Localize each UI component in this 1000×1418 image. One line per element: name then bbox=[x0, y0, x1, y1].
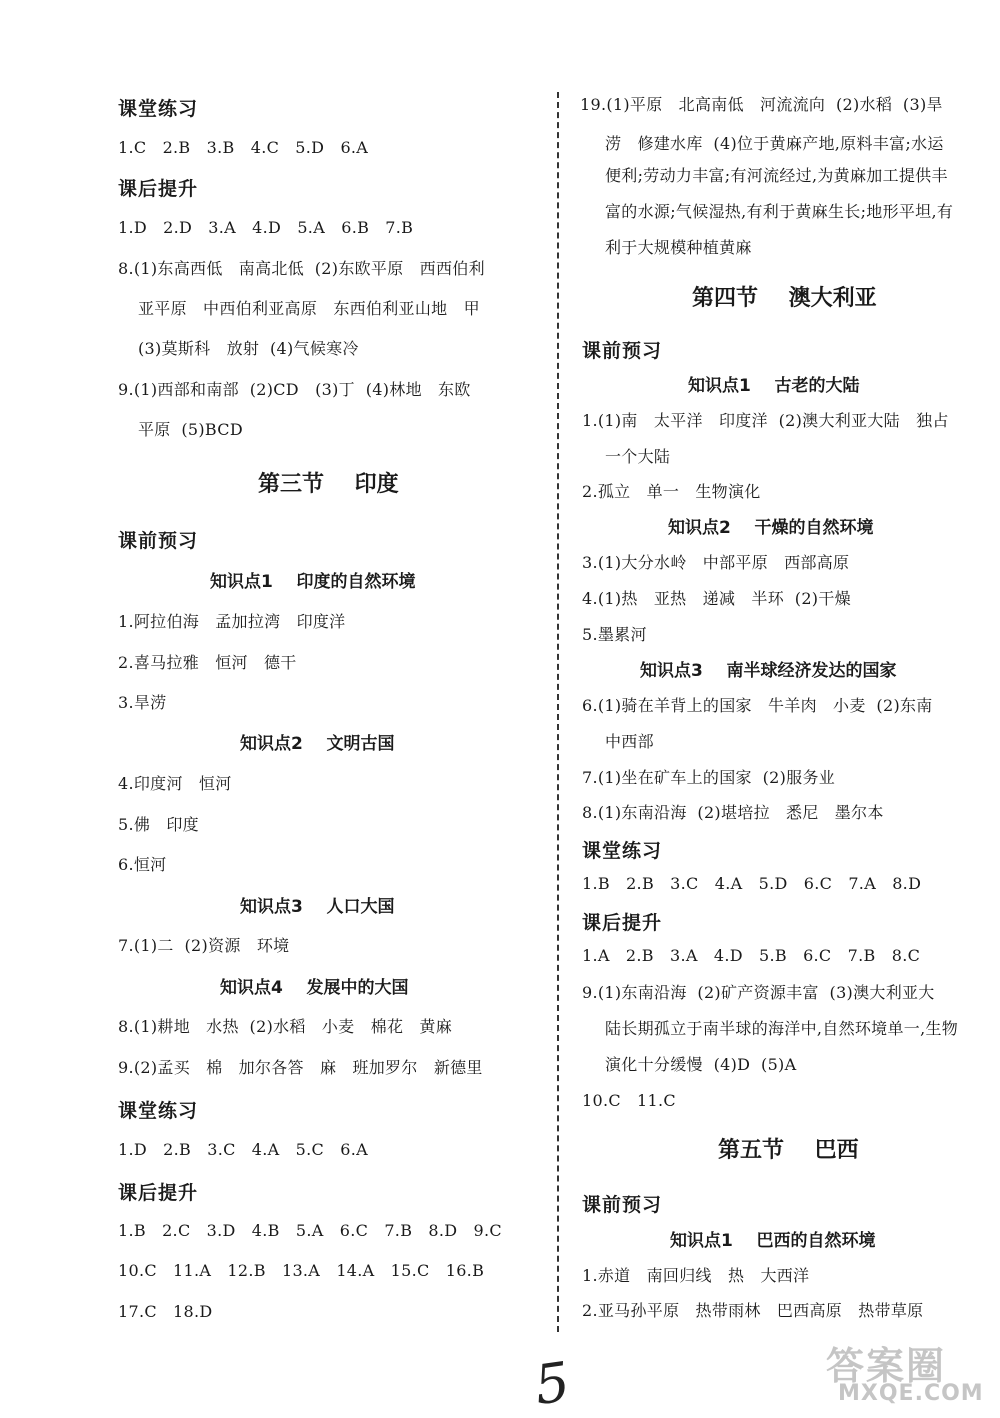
answer-line: 1.(1)南 太平洋 印度洋 (2)澳大利亚大陆 独占 bbox=[582, 411, 949, 430]
answer-line: 3.(1)大分水岭 中部平原 西部高原 bbox=[582, 553, 850, 572]
section-title: 第五节 巴西 bbox=[718, 1138, 859, 1163]
answer-line: 2.亚马孙平原 热带雨林 巴西高原 热带草原 bbox=[582, 1301, 924, 1320]
answer-line: 1.C 2.B 3.B 4.C 5.D 6.A bbox=[118, 138, 369, 157]
section-title: 第四节 澳大利亚 bbox=[692, 286, 877, 311]
section-heading: 课前预习 bbox=[118, 530, 199, 552]
section-heading: 课后提升 bbox=[582, 912, 663, 934]
answer-line: 亚平原 中西伯利亚高原 东西伯利亚山地 甲 bbox=[138, 299, 480, 318]
answer-line: (3)莫斯科 放射 (4)气候寒冷 bbox=[138, 339, 359, 358]
column-divider bbox=[557, 92, 559, 1332]
knowledge-point-title: 知识点1 古老的大陆 bbox=[688, 376, 860, 396]
answer-line: 富的水源;气候湿热,有利于黄麻生长;地形平坦,有 bbox=[605, 202, 954, 221]
answer-line: 19.(1)平原 北高南低 河流流向 (2)水稻 (3)旱 bbox=[580, 95, 943, 114]
knowledge-point-title: 知识点3 人口大国 bbox=[240, 897, 395, 917]
watermark-text: 答案圈 bbox=[826, 1344, 947, 1388]
knowledge-point-title: 知识点2 文明古国 bbox=[240, 734, 395, 754]
answer-line: 7.(1)坐在矿车上的国家 (2)服务业 bbox=[582, 768, 836, 787]
answer-line: 6.恒河 bbox=[118, 855, 167, 874]
answer-line: 平原 (5)BCD bbox=[138, 420, 243, 439]
answer-line: 1.B 2.C 3.D 4.B 5.A 6.C 7.B 8.D 9.C bbox=[118, 1221, 502, 1240]
answer-line: 7.(1)二 (2)资源 环境 bbox=[118, 936, 290, 955]
answer-line: 1.D 2.B 3.C 4.A 5.C 6.A bbox=[118, 1140, 368, 1159]
answer-line: 5.墨累河 bbox=[582, 625, 647, 644]
answer-line: 涝 修建水库 (4)位于黄麻产地,原料丰富;水运 bbox=[605, 134, 944, 153]
answer-line: 8.(1)东南沿海 (2)堪培拉 悉尼 墨尔本 bbox=[582, 803, 884, 822]
answer-line: 10.C 11.A 12.B 13.A 14.A 15.C 16.B bbox=[118, 1261, 485, 1280]
answer-line: 1.B 2.B 3.C 4.A 5.D 6.C 7.A 8.D bbox=[582, 874, 922, 893]
section-heading: 课堂练习 bbox=[118, 98, 199, 120]
answer-line: 便利;劳动力丰富;有河流经过,为黄麻加工提供丰 bbox=[605, 166, 948, 185]
answer-line: 陆长期孤立于南半球的海洋中,自然环境单一,生物 bbox=[605, 1019, 959, 1038]
page-number: 5 bbox=[530, 1349, 574, 1418]
knowledge-point-title: 知识点1 印度的自然环境 bbox=[210, 572, 416, 592]
answer-line: 演化十分缓慢 (4)D (5)A bbox=[605, 1055, 797, 1074]
knowledge-point-title: 知识点3 南半球经济发达的国家 bbox=[640, 661, 897, 681]
answer-line: 8.(1)东高西低 南高北低 (2)东欧平原 西西伯利 bbox=[118, 259, 485, 278]
answer-line: 6.(1)骑在羊背上的国家 牛羊肉 小麦 (2)东南 bbox=[582, 696, 933, 715]
section-heading: 课后提升 bbox=[118, 1182, 199, 1204]
answer-line: 1.A 2.B 3.A 4.D 5.B 6.C 7.B 8.C bbox=[582, 946, 921, 965]
answer-line: 2.喜马拉雅 恒河 德干 bbox=[118, 653, 297, 672]
section-heading: 课堂练习 bbox=[582, 840, 663, 862]
knowledge-point-title: 知识点1 巴西的自然环境 bbox=[670, 1231, 876, 1251]
answer-line: 10.C 11.C bbox=[582, 1091, 676, 1110]
watermark-site: MXQE.COM bbox=[838, 1381, 984, 1406]
section-heading: 课堂练习 bbox=[118, 1100, 199, 1122]
answer-line: 利于大规模种植黄麻 bbox=[605, 238, 752, 257]
answer-line: 一个大陆 bbox=[605, 447, 671, 466]
answer-line: 1.D 2.D 3.A 4.D 5.A 6.B 7.B bbox=[118, 218, 414, 237]
section-heading: 课后提升 bbox=[118, 178, 199, 200]
knowledge-point-title: 知识点2 干燥的自然环境 bbox=[668, 518, 874, 538]
answer-line: 2.孤立 单一 生物演化 bbox=[582, 482, 761, 501]
watermark-logo bbox=[822, 1335, 992, 1410]
section-title: 第三节 印度 bbox=[258, 472, 399, 497]
answer-line: 1.阿拉伯海 孟加拉湾 印度洋 bbox=[118, 612, 346, 631]
answer-line: 8.(1)耕地 水热 (2)水稻 小麦 棉花 黄麻 bbox=[118, 1017, 452, 1036]
answer-line: 5.佛 印度 bbox=[118, 815, 199, 834]
answer-line: 3.旱涝 bbox=[118, 693, 167, 712]
knowledge-point-title: 知识点4 发展中的大国 bbox=[220, 978, 409, 998]
answer-line: 9.(2)孟买 棉 加尔各答 麻 班加罗尔 新德里 bbox=[118, 1058, 483, 1077]
section-heading: 课前预习 bbox=[582, 340, 663, 362]
answer-line: 9.(1)东南沿海 (2)矿产资源丰富 (3)澳大利亚大 bbox=[582, 983, 935, 1002]
answer-line: 17.C 18.D bbox=[118, 1302, 213, 1321]
answer-line: 中西部 bbox=[605, 732, 654, 751]
answer-line: 4.(1)热 亚热 递减 半环 (2)干燥 bbox=[582, 589, 851, 608]
section-heading: 课前预习 bbox=[582, 1194, 663, 1216]
answer-line: 4.印度河 恒河 bbox=[118, 774, 232, 793]
answer-line: 1.赤道 南回归线 热 大西洋 bbox=[582, 1266, 810, 1285]
answer-line: 9.(1)西部和南部 (2)CD (3)丁 (4)林地 东欧 bbox=[118, 380, 471, 399]
